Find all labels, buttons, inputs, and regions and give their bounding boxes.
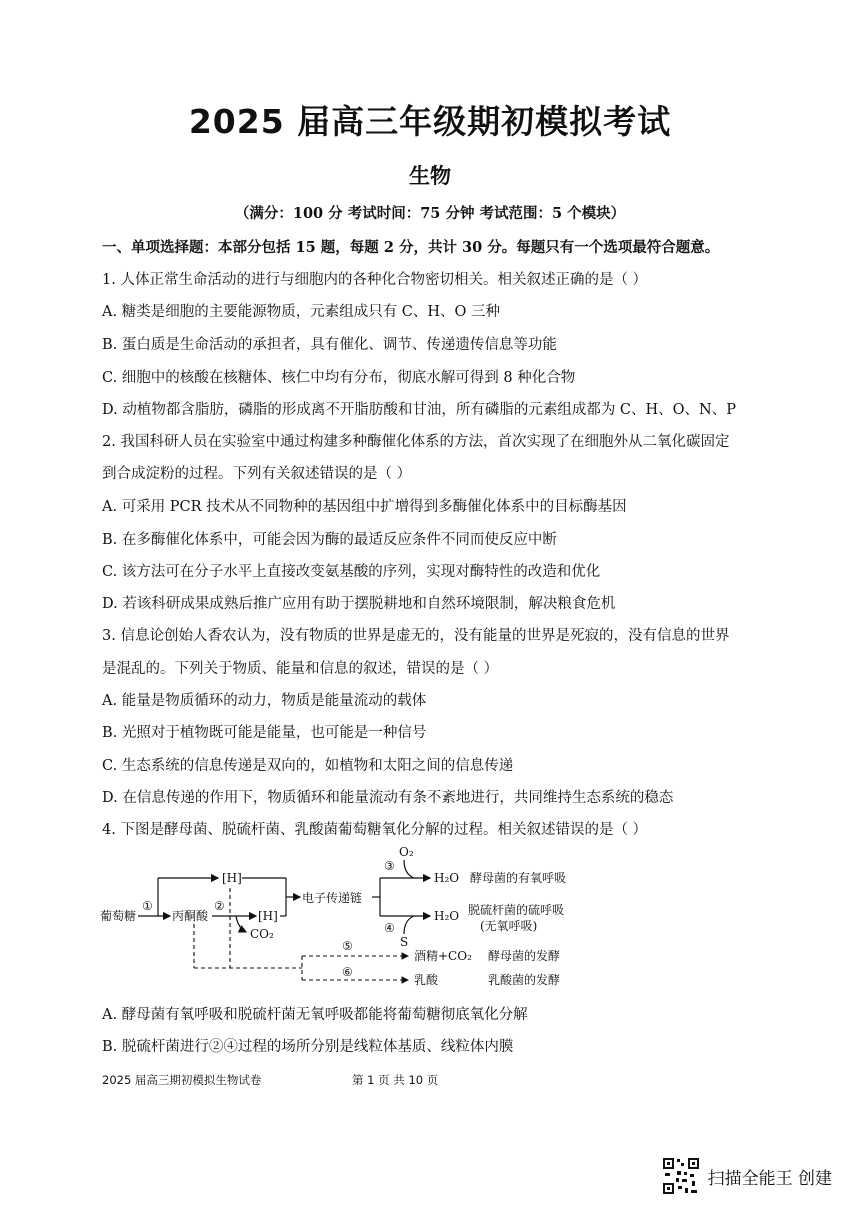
q1-stem: 1. 人体正常生命活动的进行与细胞内的各种化合物密切相关。相关叙述正确的是（ ）: [102, 272, 648, 288]
step2-label: ②: [214, 899, 225, 913]
q4-option-a: A. 酵母菌有氧呼吸和脱硫杆菌无氧呼吸都能将葡萄糖彻底氧化分解: [102, 1007, 528, 1023]
footer-title: 2025 届高三期初模拟生物试卷: [102, 1073, 262, 1087]
step5-label: ⑤: [342, 939, 353, 953]
co2-label: CO₂: [250, 927, 274, 941]
step1-label: ①: [142, 899, 153, 913]
q2-option-b: B. 在多酶催化体系中，可能会因为酶的最适反应条件不同而使反应中断: [102, 532, 557, 548]
q1-option-b: B. 蛋白质是生命活动的承担者，具有催化、调节、传递遗传信息等功能: [102, 337, 557, 353]
q1-option-d: D. 动植物都含脂肪，磷脂的形成离不开脂肪酸和甘油，所有磷脂的元素组成都为 C、H、O、N、P: [102, 402, 737, 418]
lactic-label: 乳酸: [414, 973, 439, 987]
q1-option-c: C. 细胞中的核酸在核糖体、核仁中均有分布，彻底水解可得到 8 种化合物: [102, 370, 576, 386]
q2-option-d: D. 若该科研成果成熟后推广应用有助于摆脱耕地和自然环境限制，解决粮食危机: [102, 596, 616, 612]
o2-label: O₂: [399, 845, 414, 859]
page-title: 2025 届高三年级期初模拟考试: [188, 102, 672, 141]
q3-option-b: B. 光照对于植物既可能是能量，也可能是一种信号: [102, 725, 427, 741]
h1-label: [H]: [222, 871, 242, 885]
q3-option-a: A. 能量是物质循环的动力，物质是能量流动的载体: [102, 693, 427, 709]
section-heading: 一、单项选择题：本部分包括 15 题，每题 2 分，共计 30 分。每题只有一个选项最符合题意。: [102, 239, 720, 256]
q2-stem-line1: 2. 我国科研人员在实验室中通过构建多种酶催化体系的方法，首次实现了在细胞外从二氧化碳固定: [102, 434, 730, 450]
watermark-text: 扫描全能王 创建: [707, 1168, 832, 1189]
h2o-label-2: H₂O: [434, 909, 460, 923]
q4-option-b: B. 脱硫杆菌进行②④过程的场所分别是线粒体基质、线粒体内膜: [102, 1039, 514, 1055]
s-label: S: [400, 935, 409, 949]
desulfo-label-1: 脱硫杆菌的硫呼吸: [468, 903, 565, 917]
q1-option-a: A. 糖类是细胞的主要能源物质，元素组成只有 C、H、O 三种: [102, 304, 501, 320]
respiration-diagram: [96, 840, 616, 1000]
q4-stem: 4. 下图是酵母菌、脱硫杆菌、乳酸菌葡萄糖氧化分解的过程。相关叙述错误的是（ ）: [102, 822, 648, 838]
h2o-label-1: H₂O: [434, 871, 460, 885]
step6-label: ⑥: [342, 965, 353, 979]
h2-label: [H]: [258, 909, 278, 923]
q2-stem-line2: 到合成淀粉的过程。下列有关叙述错误的是（ ）: [102, 466, 412, 482]
step3-label: ③: [384, 859, 395, 873]
q3-stem-line2: 是混乱的。下列关于物质、能量和信息的叙述，错误的是（ ）: [102, 661, 499, 677]
etc-label: 电子传递链: [302, 891, 363, 905]
q2-option-a: A. 可采用 PCR 技术从不同物种的基因组中扩增得到多酶催化体系中的目标酶基因: [102, 499, 627, 515]
q3-stem-line1: 3. 信息论创始人香农认为，没有物质的世界是虚无的，没有能量的世界是死寂的，没有信息的世界: [102, 628, 730, 644]
glucose-label: 葡萄糖: [100, 909, 137, 923]
yeast-aerobic-label: 酵母菌的有氧呼吸: [470, 871, 567, 885]
subject-title: 生物: [409, 164, 451, 188]
q2-option-c: C. 该方法可在分子水平上直接改变氨基酸的序列，实现对酶特性的改造和优化: [102, 564, 601, 580]
scanner-watermark: [662, 1157, 832, 1195]
q3-option-d: D. 在信息传递的作用下，物质循环和能量流动有条不紊地进行，共同维持生态系统的稳态: [102, 790, 674, 806]
desulfo-label-2: (无氧呼吸): [480, 919, 538, 933]
q3-option-c: C. 生态系统的信息传递是双向的，如植物和太阳之间的信息传递: [102, 758, 514, 774]
alcohol-label: 酒精+CO₂: [414, 949, 472, 963]
qr-code-icon: [662, 1157, 700, 1195]
footer-page-number: 第 1 页 共 10 页: [352, 1073, 439, 1087]
lactic-ferm-label: 乳酸菌的发酵: [488, 973, 561, 987]
yeast-ferm-label: 酵母菌的发酵: [488, 949, 561, 963]
pyruvate-label: 丙酮酸: [172, 909, 209, 923]
exam-info: （满分：100 分 考试时间：75 分钟 考试范围：5 个模块）: [234, 205, 626, 222]
step4-label: ④: [384, 921, 395, 935]
